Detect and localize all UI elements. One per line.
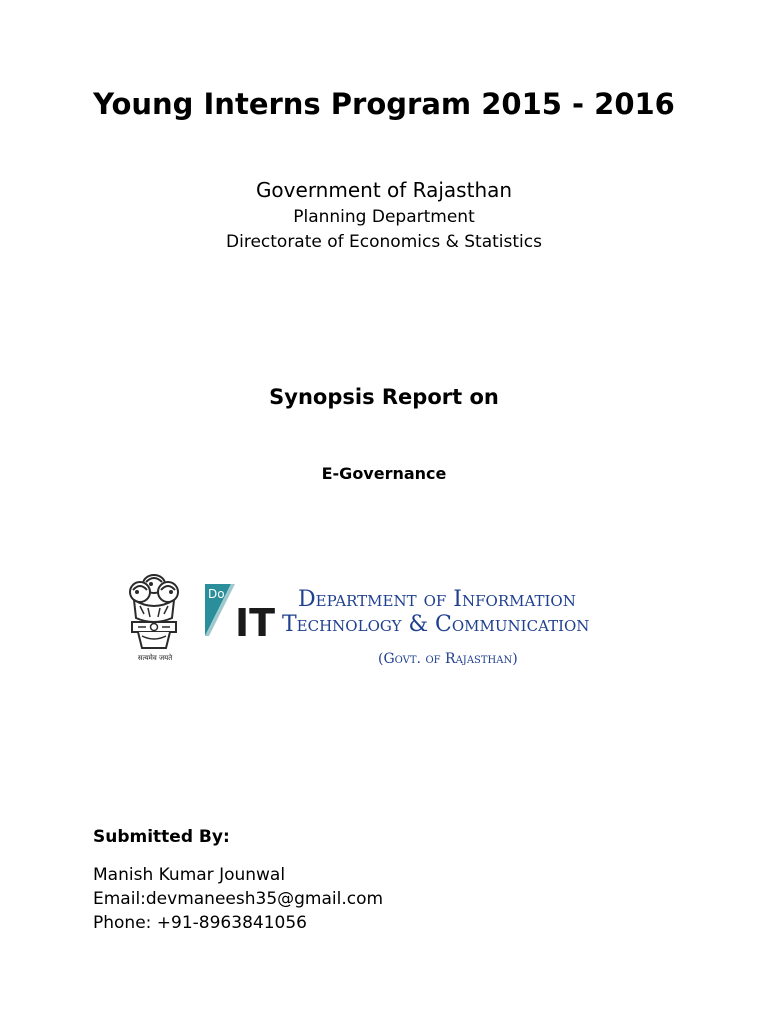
- doit-logo-icon: [205, 584, 276, 645]
- submitter-email: Email:devmaneesh35@gmail.com: [93, 889, 384, 909]
- doit-prefix: Do: [208, 587, 225, 601]
- submitter-phone: Phone: +91-8963841056: [93, 913, 307, 933]
- report-topic: E-Governance: [321, 464, 447, 483]
- dept-govt-label: (Govt. of Rajasthan): [378, 651, 518, 667]
- national-emblem-icon: [118, 570, 190, 666]
- report-heading: Synopsis Report on: [269, 385, 499, 409]
- organization-name: Government of Rajasthan: [255, 178, 513, 202]
- dept-name-line-2: Technology & Communication: [282, 612, 590, 637]
- submitter-name: Manish Kumar Jounwal: [93, 865, 286, 885]
- submitted-by-heading: Submitted By:: [93, 827, 230, 847]
- emblem-motto: सत्यमेव जयते: [137, 654, 173, 662]
- dept-name-line-1: Department of Information: [298, 587, 576, 612]
- directorate-name: Directorate of Economics & Statistics: [226, 232, 542, 252]
- document-title: Young Interns Program 2015 - 2016: [93, 87, 675, 121]
- doit-mark: IT: [235, 601, 276, 645]
- department-name: Planning Department: [293, 207, 475, 227]
